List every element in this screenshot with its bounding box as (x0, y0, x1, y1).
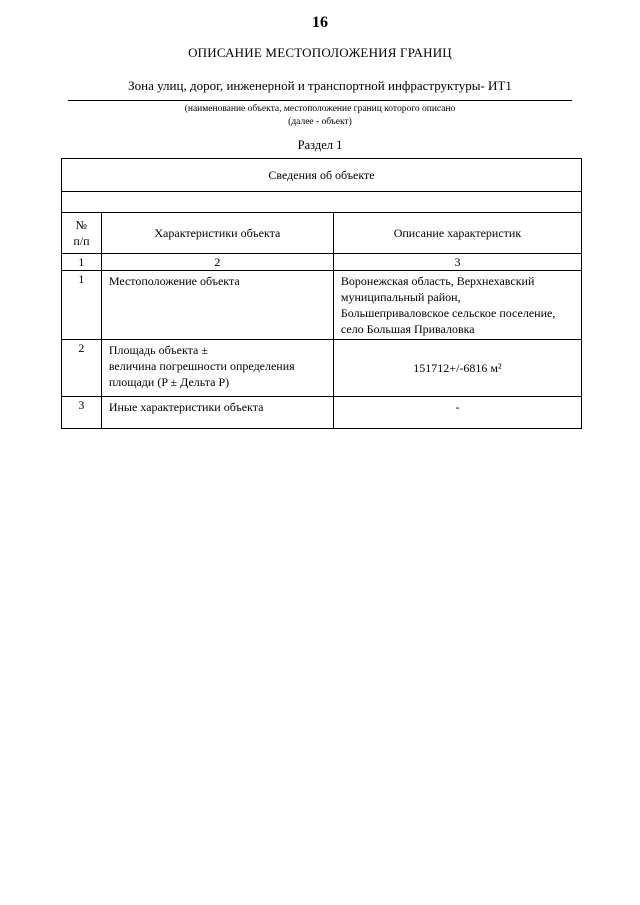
column-number-1: 1 (62, 254, 102, 271)
header-num-line2: п/п (73, 234, 90, 248)
row-characteristic (101, 340, 333, 397)
table-row (62, 271, 582, 340)
object-info-table (61, 158, 582, 429)
object-name-underline (68, 100, 572, 101)
location-line: муниципальный район, (340, 290, 461, 304)
section-label: Раздел 1 (297, 138, 343, 152)
column-number-row (62, 254, 582, 271)
column-header-row (62, 213, 582, 254)
column-number-3: 3 (333, 254, 581, 271)
row-number: 3 (62, 397, 102, 429)
column-number-2: 2 (101, 254, 333, 271)
area-label-line: площади (P ± Дельта P) (108, 375, 230, 389)
row-characteristic: Иные характеристики объекта (101, 397, 333, 429)
table-row (62, 397, 582, 429)
table-blank-row (62, 192, 582, 213)
location-line: Воронежская область, Верхнехавский (340, 274, 535, 288)
location-line: село Большая Приваловка (340, 322, 475, 336)
underline-caption-line2: (далее - объект) (288, 117, 352, 127)
area-label-line: величина погрешности определения (108, 359, 295, 373)
row-number: 1 (62, 271, 102, 340)
location-line: Большеприваловское сельское поселение, (340, 306, 556, 320)
blank-cell (62, 192, 582, 213)
header-characteristics: Характеристики объекта (101, 213, 333, 254)
header-num (62, 213, 102, 254)
header-num-line1: № (75, 218, 88, 232)
area-label-line: Площадь объекта ± (108, 343, 208, 357)
row-description: 151712+/-6816 м² (333, 340, 581, 397)
underline-caption-line1: (наименование объекта, местоположение границ которого описано (184, 104, 456, 114)
row-characteristic: Местоположение объекта (101, 271, 333, 340)
table-row (62, 340, 582, 397)
table-title-row (62, 159, 582, 192)
table-title: Сведения об объекте (62, 159, 582, 192)
document-heading: ОПИСАНИЕ МЕСТОПОЛОЖЕНИЯ ГРАНИЦ (188, 45, 452, 60)
page-number: 16 (312, 14, 328, 31)
row-description: - (333, 397, 581, 429)
row-description (333, 271, 581, 340)
object-name: Зона улиц, дорог, инженерной и транспортной инфраструктуры- ИТ1 (128, 78, 512, 93)
header-description: Описание характеристик (333, 213, 581, 254)
row-number: 2 (62, 340, 102, 397)
